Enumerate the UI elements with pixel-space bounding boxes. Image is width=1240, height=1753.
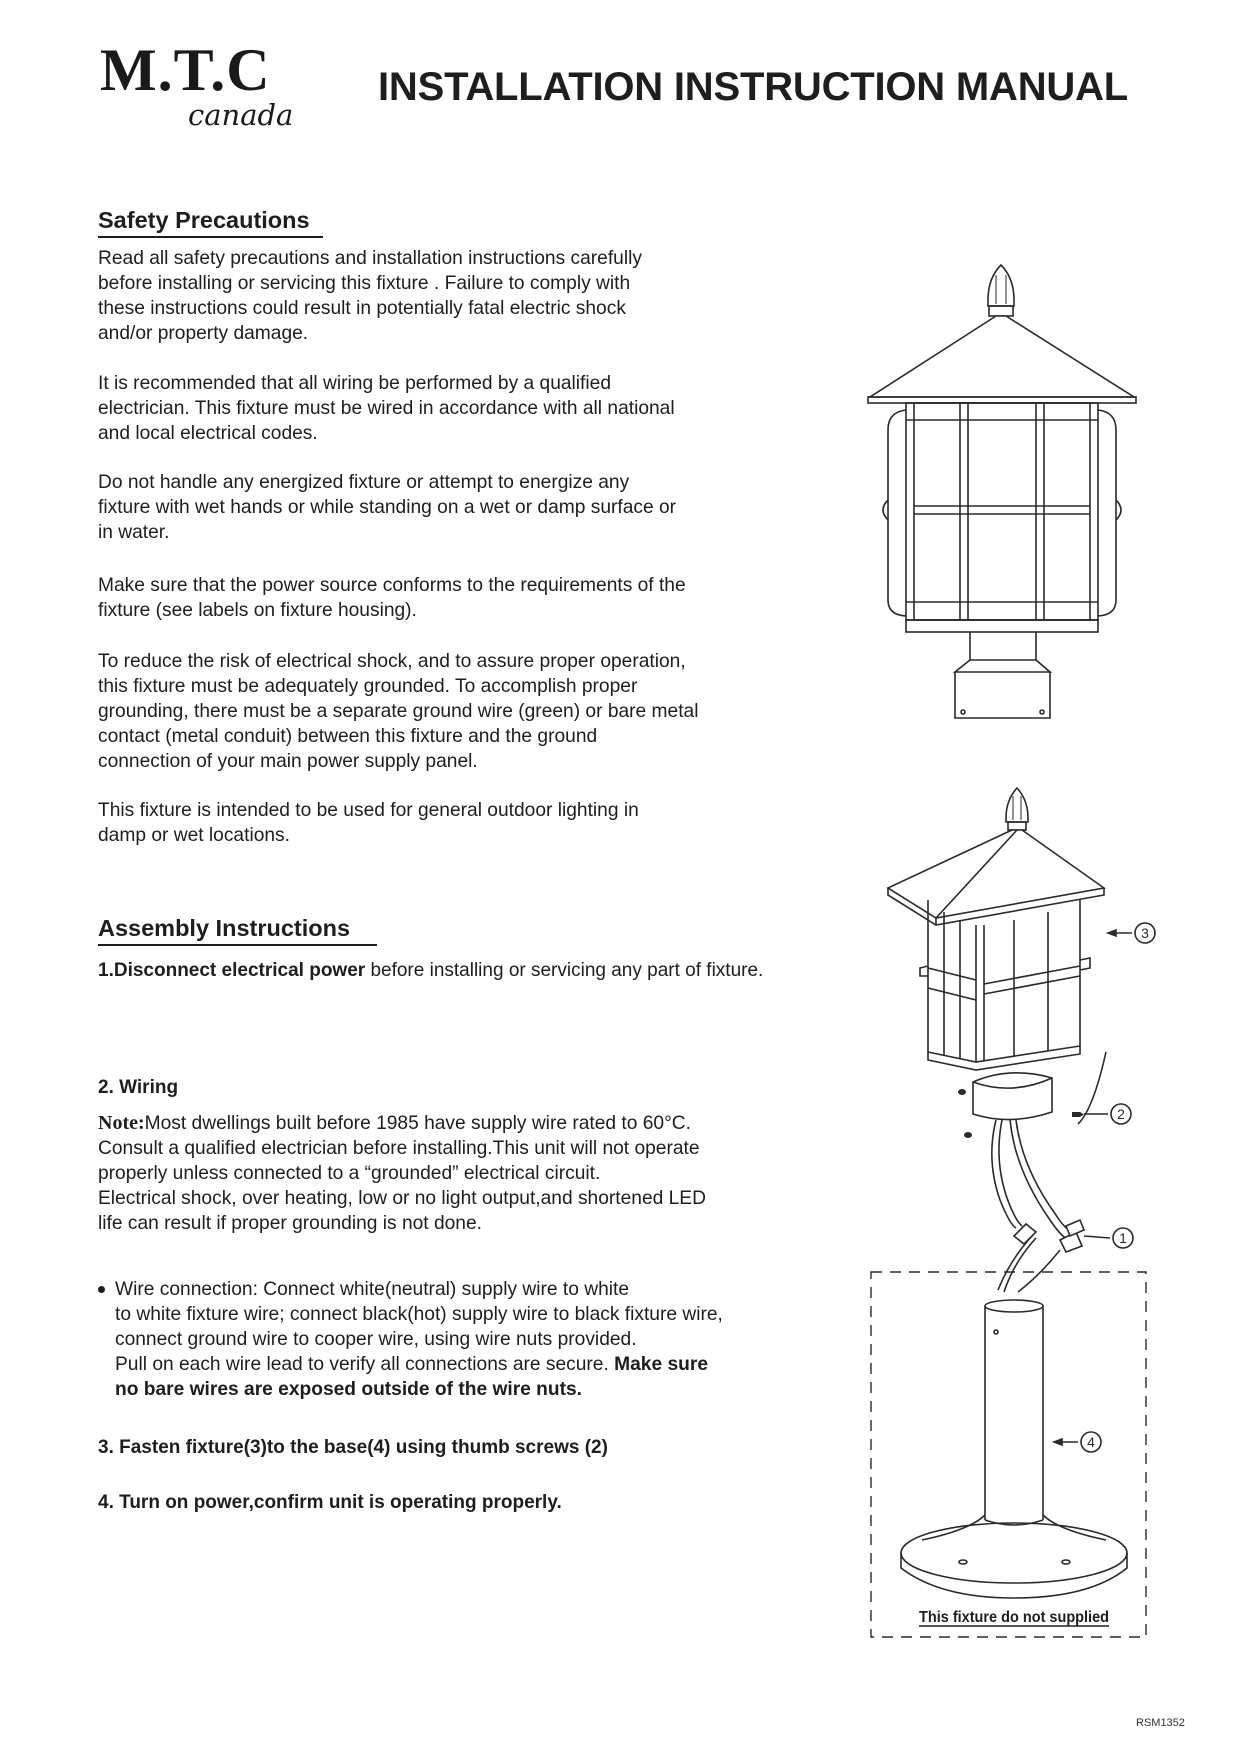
- logo-main-text: M.T.C: [100, 37, 271, 103]
- text-line: in water.: [98, 522, 170, 543]
- text-line: life can result if proper grounding is not done.: [98, 1213, 482, 1234]
- callout-3: 3: [1141, 925, 1149, 941]
- step-4: 4. Turn on power,confirm unit is operating properly.: [98, 1492, 562, 1513]
- text-line: contact (metal conduit) between this fixture and the ground: [98, 726, 598, 747]
- text-line: connect ground wire to cooper wire, using wire nuts provided.: [115, 1329, 637, 1350]
- text-line: electrician. This fixture must be wired in accordance with all national: [98, 398, 675, 419]
- step-1-text: before installing or servicing any part of fixture.: [365, 960, 764, 981]
- text-run: Pull on each wire lead to verify all connections are secure.: [115, 1354, 615, 1375]
- document-number: RSM1352: [1136, 1717, 1185, 1729]
- text-line: It is recommended that all wiring be performed by a qualified: [98, 373, 611, 394]
- lamp-front-view: [868, 265, 1136, 718]
- text-line: fixture (see labels on fixture housing).: [98, 600, 417, 621]
- text-line: This fixture is intended to be used for general outdoor lighting in: [98, 800, 639, 821]
- text-line: Read all safety precautions and installation instructions carefully: [98, 248, 642, 269]
- text-line: Wire connection: Connect white(neutral) supply wire to white: [115, 1279, 630, 1300]
- text-line: To reduce the risk of electrical shock, and to assure proper operation,: [98, 651, 686, 672]
- text-line: before installing or servicing this fixture . Failure to comply with: [98, 273, 631, 294]
- text-line: these instructions could result in potentially fatal electric shock: [98, 298, 626, 319]
- text-line: Consult a qualified electrician before installing.This unit will not operate: [98, 1138, 700, 1159]
- text-line: and/or property damage.: [98, 323, 309, 344]
- logo-sub-text: canada: [188, 98, 294, 132]
- note-label: Note:: [98, 1112, 145, 1134]
- text-run-bold: Make sure: [614, 1354, 708, 1375]
- text-line: grounding, there must be a separate ground wire (green) or bare metal: [98, 701, 699, 722]
- text-line: and local electrical codes.: [98, 423, 318, 444]
- text-line: this fixture must be adequately grounded. To accomplish proper: [98, 676, 638, 697]
- safety-heading-text: Safety Precautions: [98, 207, 310, 233]
- text-line: damp or wet locations.: [98, 825, 290, 846]
- page-title: INSTALLATION INSTRUCTION MANUAL: [378, 65, 1129, 109]
- text-line: Do not handle any energized fixture or attempt to energize any: [98, 472, 630, 493]
- callout-4: 4: [1087, 1434, 1095, 1450]
- base-not-supplied-note: This fixture do not supplied: [919, 1609, 1109, 1626]
- note-text: Most dwellings built before 1985 have supply wire rated to 60°C.: [144, 1113, 691, 1134]
- text-line: Electrical shock, over heating, low or no light output,and shortened LED: [98, 1188, 706, 1209]
- step-3: 3. Fasten fixture(3)to the base(4) using thumb screws (2): [98, 1437, 608, 1458]
- step-2-heading: 2. Wiring: [98, 1077, 179, 1098]
- callout-2: 2: [1117, 1106, 1125, 1122]
- exploded-assembly-view: [888, 788, 1127, 1598]
- text-line: to white fixture wire; connect black(hot) supply wire to black fixture wire,: [115, 1304, 723, 1325]
- assembly-heading-text: Assembly Instructions: [98, 915, 351, 941]
- text-line: properly unless connected to a “grounded” electrical circuit.: [98, 1163, 601, 1184]
- text-line: Make sure that the power source conforms to the requirements of the: [98, 575, 686, 596]
- text-line: connection of your main power supply panel.: [98, 751, 478, 772]
- text-line: fixture with wet hands or while standing on a wet or damp surface or: [98, 497, 677, 518]
- text-line: no bare wires are exposed outside of the wire nuts.: [115, 1379, 583, 1400]
- step-1-bold: 1.Disconnect electrical power: [98, 960, 366, 981]
- callout-1: 1: [1119, 1230, 1127, 1246]
